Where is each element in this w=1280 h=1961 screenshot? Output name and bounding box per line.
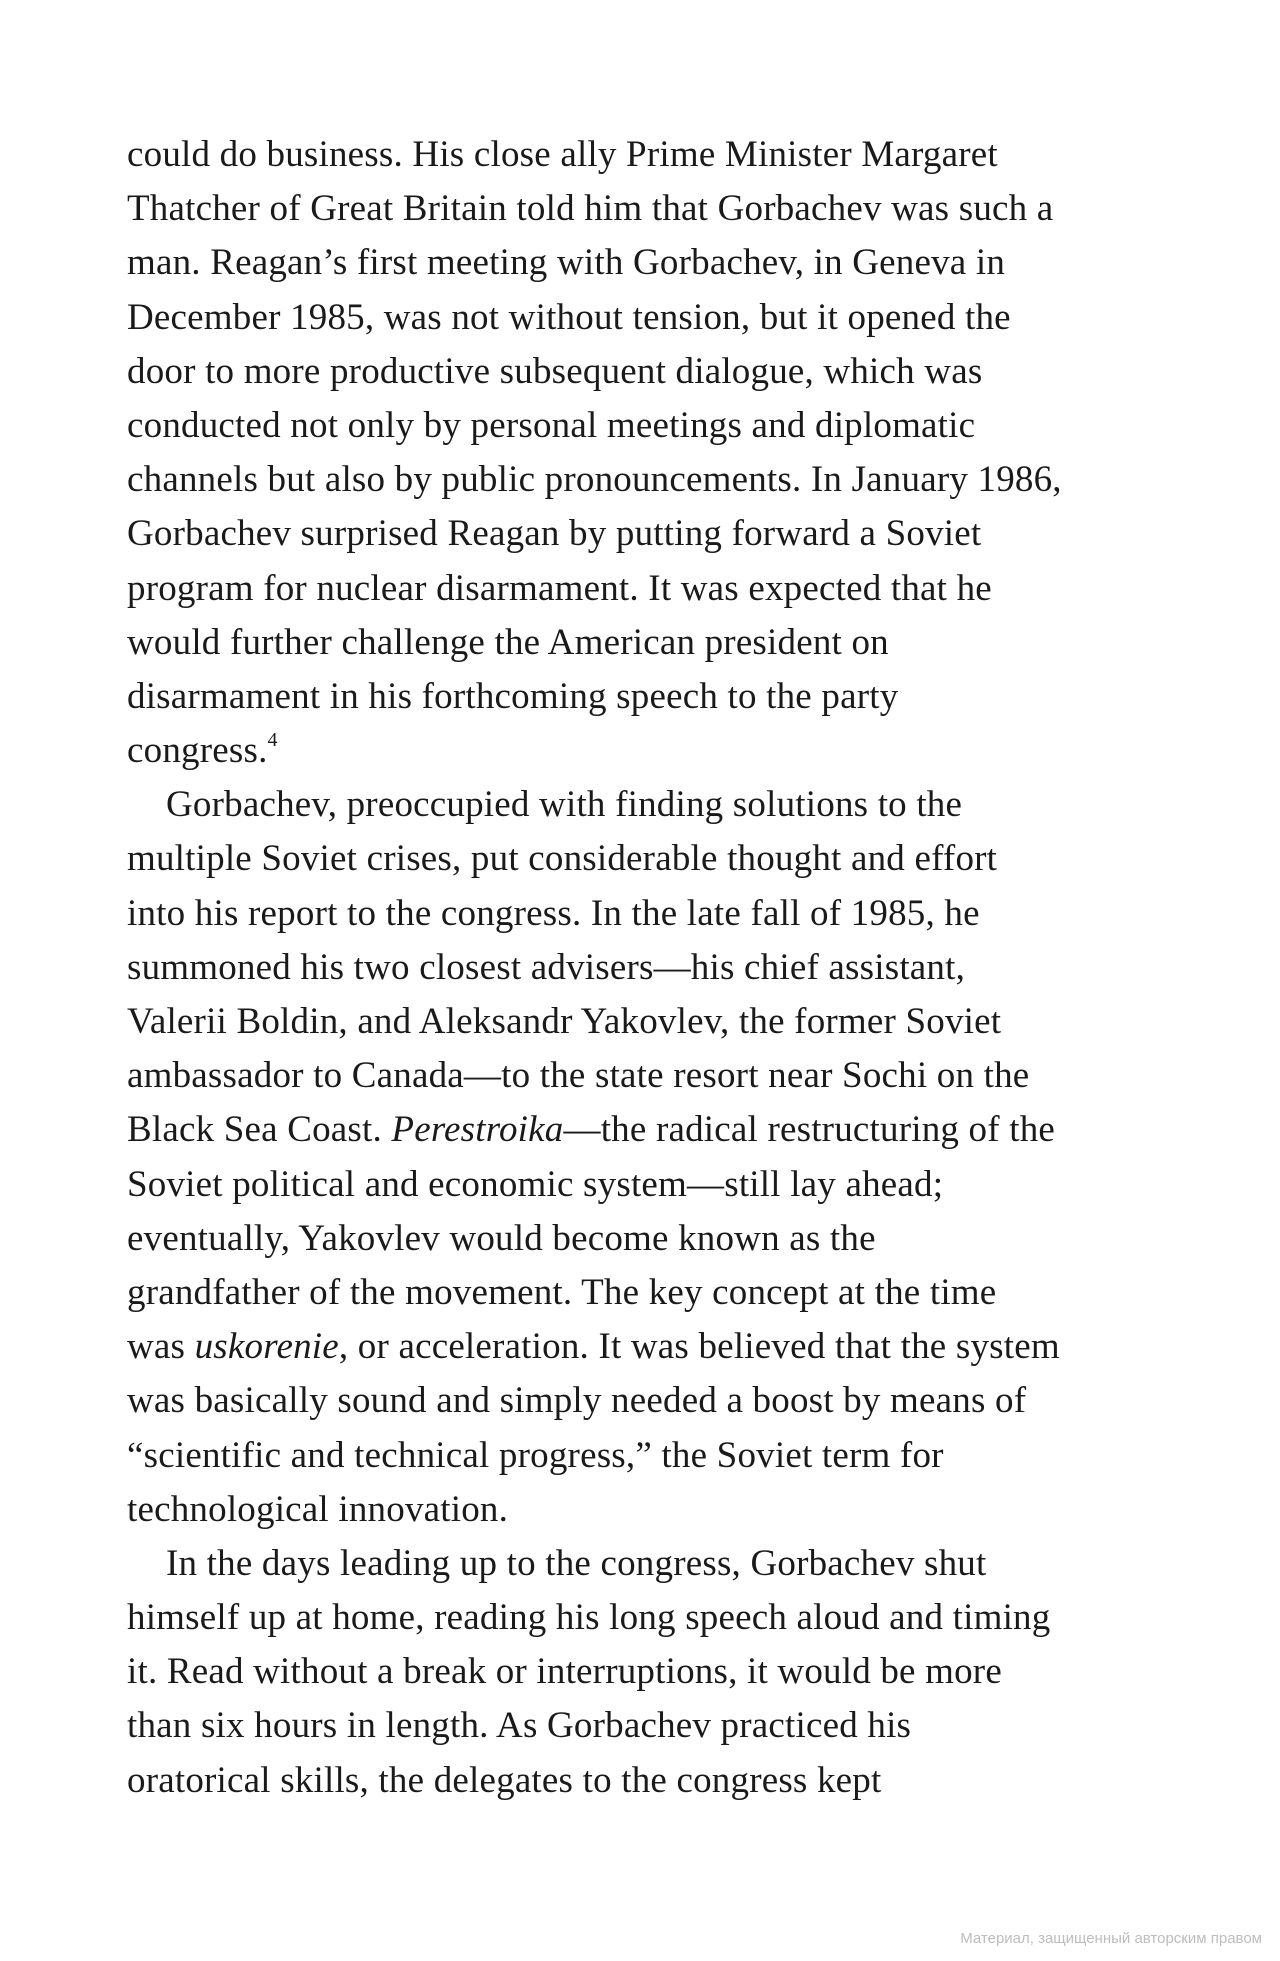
text-line: grandfather of the movement. The key concept at the time	[127, 1271, 997, 1313]
text-line: Gorbachev, preoccupied with finding solutions to the	[166, 784, 963, 826]
text-line: than six hours in length. As Gorbachev practiced his	[127, 1705, 912, 1747]
text-line: Valerii Boldin, and Aleksandr Yakovlev, the former Soviet	[127, 1001, 1002, 1042]
text-line: oratorical skills, the delegates to the congress kept	[127, 1759, 882, 1801]
text-line: door to more productive subsequent dialogue, which was	[127, 350, 983, 392]
text-line: was basically sound and simply needed a boost by means of	[127, 1380, 1027, 1422]
paragraph-1	[127, 128, 1167, 778]
text-line: would further challenge the American president on	[127, 621, 889, 663]
text-line: ambassador to Canada—to the state resort near Sochi on the	[127, 1055, 1030, 1097]
text-line: program for nuclear disarmament. It was expected that he	[127, 567, 992, 609]
footnote-marker[interactable]: 4	[267, 729, 278, 752]
text-line: disarmament in his forthcoming speech to the party	[127, 675, 899, 717]
text-line: it. Read without a break or interruptions, it would be more	[127, 1651, 1002, 1693]
text-fragment: Black Sea Coast.	[127, 1109, 392, 1151]
text-line: technological innovation.	[127, 1488, 509, 1530]
text-line: In the days leading up to the congress, Gorbachev shut	[166, 1542, 987, 1584]
text-line: December 1985, was not without tension, but it opened the	[127, 296, 1011, 338]
text-line: could do business. His close ally Prime Minister Margaret	[127, 134, 998, 175]
paragraph-3	[127, 1537, 1167, 1808]
text-fragment: , or acceleration. It was believed that the system	[338, 1326, 1060, 1368]
text-fragment: was	[127, 1326, 195, 1368]
text-line: “scientific and technical progress,” the Soviet term for	[127, 1434, 944, 1476]
text-line: man. Reagan’s first meeting with Gorbachev, in Geneva in	[127, 242, 1006, 284]
text-fragment: congress.	[127, 730, 268, 772]
text-fragment: —the radical restructuring of the	[563, 1109, 1056, 1151]
text-line: Soviet political and economic system—still lay ahead;	[127, 1163, 944, 1205]
text-line	[127, 1103, 1167, 1157]
text-line: himself up at home, reading his long speech aloud and timing	[127, 1597, 1051, 1639]
text-line: summoned his two closest advisers—his chief assistant,	[127, 946, 966, 988]
paragraph-2	[127, 778, 1167, 1537]
text-line: multiple Soviet crises, put considerable thought and effort	[127, 838, 998, 880]
text-line: channels but also by public pronouncements. In January 1986,	[127, 459, 1062, 501]
italic-term: Perestroika	[391, 1109, 564, 1151]
copyright-watermark: Материал, защищенный авторским правом	[960, 1930, 1262, 1947]
italic-term: uskorenie	[194, 1326, 339, 1368]
text-line: Thatcher of Great Britain told him that Gorbachev was such a	[127, 188, 1054, 230]
text-line	[127, 1320, 1167, 1374]
text-line: into his report to the congress. In the late fall of 1985, he	[127, 892, 980, 934]
text-line: conducted not only by personal meetings and diplomatic	[127, 404, 976, 446]
text-line: Gorbachev surprised Reagan by putting forward a Soviet	[127, 513, 982, 555]
body-text	[127, 128, 1167, 1808]
text-line	[127, 724, 1167, 778]
text-line: eventually, Yakovlev would become known as the	[127, 1217, 876, 1259]
